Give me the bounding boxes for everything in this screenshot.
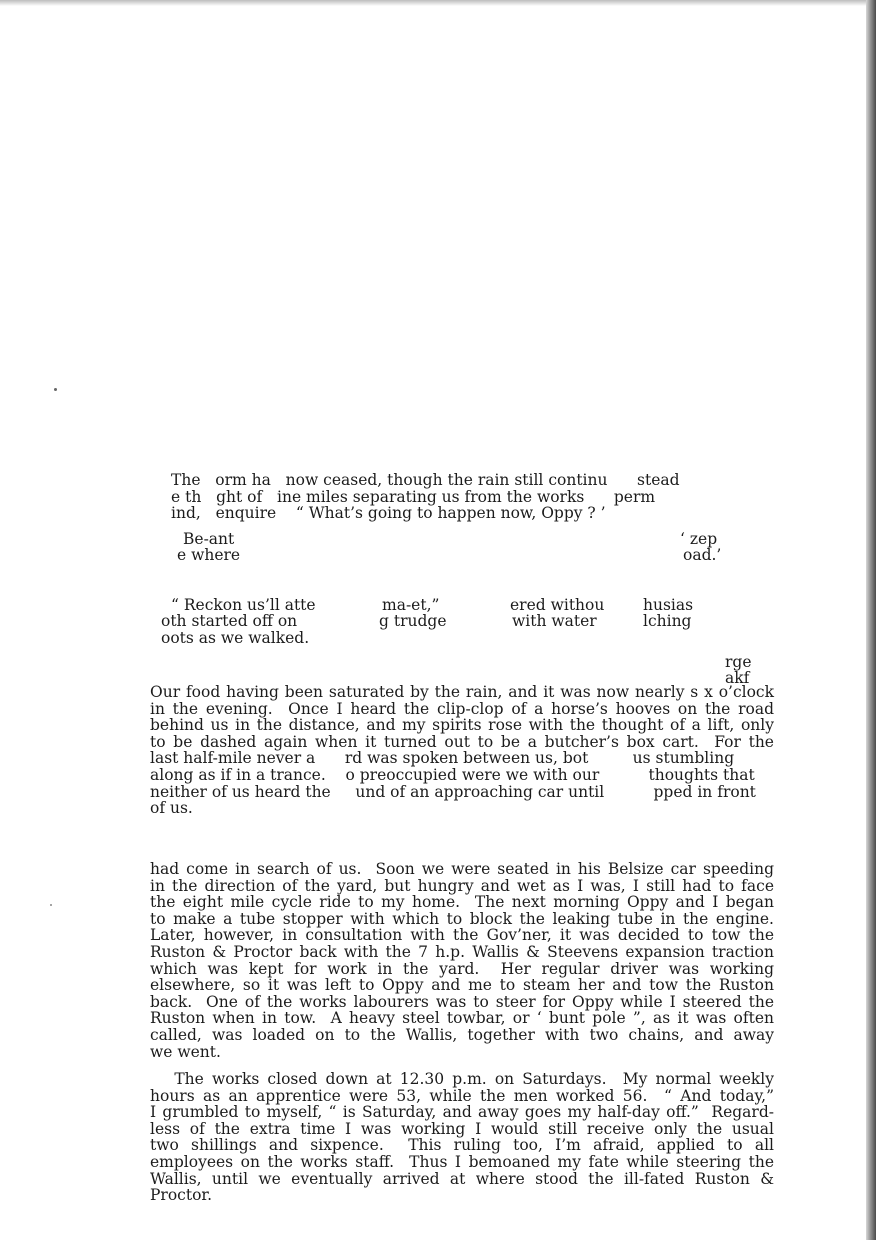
text-line: Our food having been saturated by the rain, and it was now nearly s x o’clock <box>150 683 774 701</box>
page-edge-top <box>0 0 876 6</box>
fragment-line: The orm ha now ceased, though the rain still continu stead <box>171 471 680 489</box>
fragment-line: e th ght of ine miles separating us from the works perm <box>171 488 656 506</box>
text-line: Wallis, until we eventually arrived at where stood the ill-fated Ruston & <box>150 1169 774 1188</box>
text-line: elsewhere, so it was left to Oppy and me to steam her and tow the Ruston <box>150 976 774 995</box>
text-line: behind us in the distance, and my spirits rose with the thought of a lift, only <box>150 716 774 735</box>
paragraph-belsize <box>150 861 774 1060</box>
text-line: the eight mile cycle ride to my home. The next morning Oppy and I began <box>150 893 774 912</box>
margin-mark <box>74 374 76 387</box>
text-line: Later, however, in consultation with the Gov’ner, it was decided to tow the <box>150 926 774 945</box>
fragment-text: e where <box>177 546 241 564</box>
text-line: in the evening. Once I heard the clip-clop of a horse’s hooves on the road <box>150 699 774 718</box>
fragment-text: ‘ zep <box>680 530 718 548</box>
text-line: of us. <box>150 799 193 818</box>
fragment-line: ind, enquire “ What’s going to happen now, Oppy ? ’ <box>171 504 606 522</box>
text-line: The works closed down at 12.30 p.m. on Saturdays. My normal weekly <box>150 1070 774 1088</box>
text-line: Ruston & Proctor back with the 7 h.p. Wallis & Steevens expansion traction <box>150 942 774 961</box>
paragraph-food <box>150 684 774 817</box>
margin-dot <box>54 388 57 391</box>
margin-dot <box>50 904 52 906</box>
text-line: we went. <box>150 1042 221 1061</box>
fragment-text: with water <box>512 612 597 630</box>
fragment-text: husias <box>643 596 694 614</box>
text-line: in the direction of the yard, but hungry and wet as I was, I still had to face <box>150 876 774 895</box>
fragment-text: g trudge <box>379 612 447 630</box>
fragment-text: oad.’ <box>683 546 722 564</box>
fragment-text: akf <box>725 669 750 687</box>
fragment-text: “ Reckon us’ll atte <box>171 596 316 614</box>
fragment-text: Be-ant <box>183 530 235 548</box>
fragment-text: oth started off on <box>161 612 298 630</box>
text-line: neither of us heard the und of an approaching car until pped in front <box>150 782 756 801</box>
fragment-text: oots as we walked. <box>161 629 310 647</box>
text-line: called, was loaded on to the Wallis, together with two chains, and away <box>150 1025 774 1044</box>
text-line: to be dashed again when it turned out to be a butcher’s box cart. For the <box>150 732 774 751</box>
text-line: Proctor. <box>150 1186 213 1205</box>
page-edge-right <box>866 0 876 1240</box>
text-line: had come in search of us. Soon we were seated in his Belsize car speeding <box>150 860 774 878</box>
text-line: hours as an apprentice were 53, while the men worked 56. “ And today,” <box>150 1086 774 1105</box>
fragment-text: ered withou <box>510 596 605 614</box>
paragraph-saturday <box>150 1071 774 1204</box>
text-line: back. One of the works labourers was to steer for Oppy while I steered the <box>150 992 774 1011</box>
text-line: less of the extra time I was working I would still receive only the usual <box>150 1119 774 1138</box>
text-line: Ruston when in tow. A heavy steel towbar, or ‘ bunt pole ”, as it was often <box>150 1009 774 1028</box>
text-line: along as if in a trance. o preoccupied were we with our thoughts that <box>150 765 755 784</box>
fragment-text: lching <box>643 612 692 630</box>
text-line: to make a tube stopper with which to block the leaking tube in the engine. <box>150 909 774 928</box>
text-line: which was kept for work in the yard. Her regular driver was working <box>150 959 774 978</box>
text-line: last half-mile never a rd was spoken between us, bot us stumbling <box>150 749 735 768</box>
fragment-text: ma-et,” <box>382 596 440 614</box>
text-line: I grumbled to myself, “ is Saturday, and away goes my half-day off.” Regard- <box>150 1103 774 1122</box>
text-line: two shillings and sixpence. This ruling too, I’m afraid, applied to all <box>150 1136 774 1155</box>
fragment-text: rge <box>725 653 752 671</box>
text-line: employees on the works staff. Thus I bemoaned my fate while steering the <box>150 1152 774 1171</box>
